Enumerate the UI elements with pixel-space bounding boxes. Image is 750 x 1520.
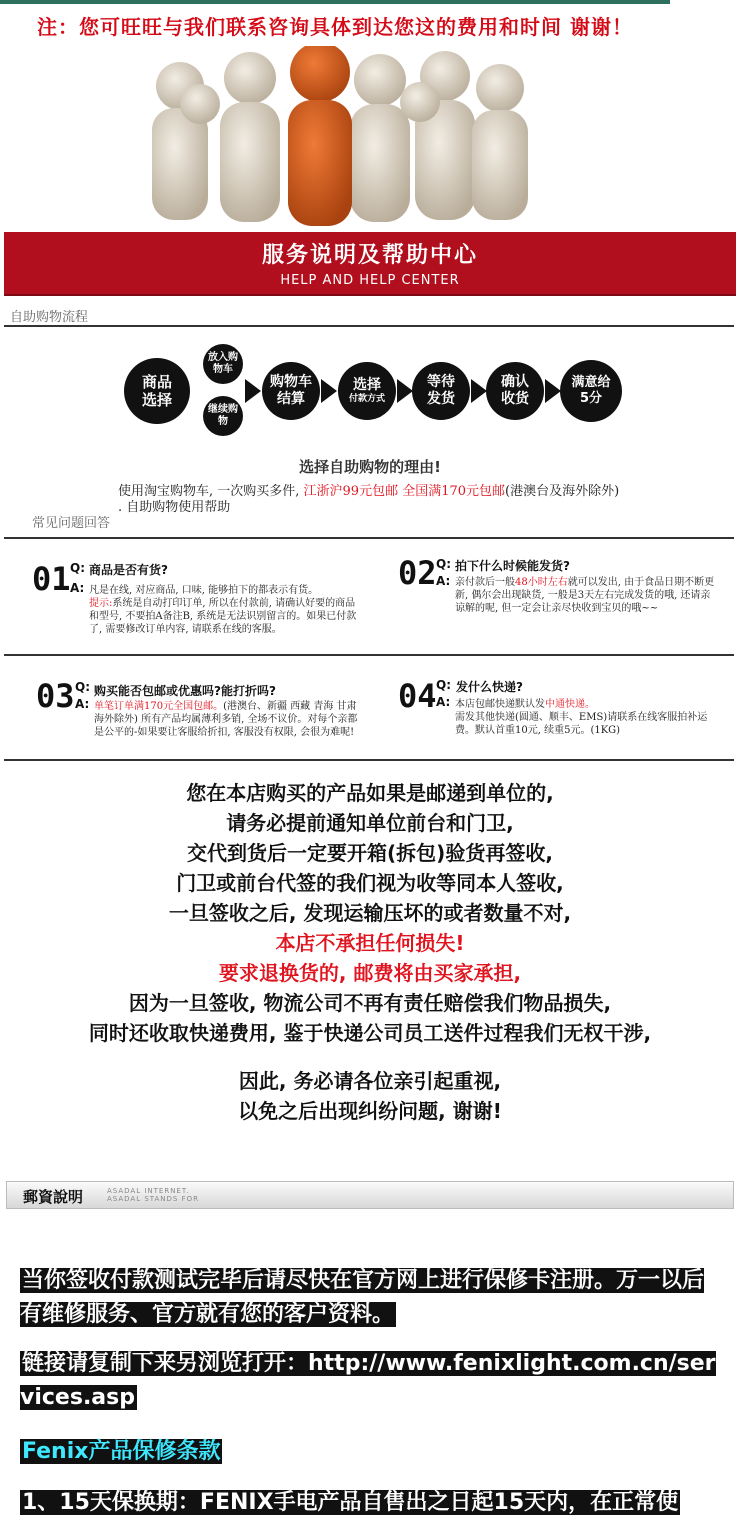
faq-divider [4,759,734,761]
faq-answer [455,698,721,737]
warranty-register-text [20,1264,720,1332]
self-service-help-link[interactable]: . 自助购物使用帮助 [118,500,231,515]
reason-free-shipping: 江浙沪99元包邮 全国满170元包邮 [303,484,506,499]
faq-answer-highlight: 单笔订单满170元全国包邮。 [94,701,224,712]
flow-step-confirm-label: 确认收货 [501,374,529,407]
faq-answer-detail: 就可以发出, 由于食品日期不断更新, 偶尔会出现缺货, 一般是3天左右完成发货的哦, 还请亲谅解的呢, 但一定会让亲尽快收到宝贝的哦~~ [455,577,715,614]
faq-answer-detail: 系统是自动打印订单, 所以在付款前, 请确认好要的商品和型号, 不要拍A备注B, 系统是无法识别留言的。如果已付款了, 需要修改订单内容, 请联系在线的客服。 [89,598,357,635]
faq-answer-highlight: 中通快递。 [545,699,595,710]
delivery-line: 一旦签收之后, 发现运输压坏的或者数量不对, [168,901,572,925]
faq-q-tag: Q: [70,561,85,575]
delivery-notice [0,778,740,1126]
contact-notice: 注：您可旺旺与我们联系咨询具体到达您这的费用和时间 谢谢！ [37,14,633,39]
faq-q-tag: Q: [436,678,451,692]
faq-number: 02 [398,554,437,592]
flow-step-payment [338,362,396,420]
warranty-register: 当你签收付款测试完毕后请尽快在官方网上进行保修卡注册。万一以后有维修服务、官方就有您的客户资料。 [20,1268,705,1327]
flow-arrow [545,379,561,403]
delivery-line: 请务必提前通知单位前台和门卫, [226,811,514,835]
faq-q-tag: Q: [436,557,451,571]
flow-step-select-label: 商品选择 [141,373,172,409]
delivery-line: 交代到货后一定要开箱(拆包)验货再签收, [187,841,553,865]
flow-arrow [321,379,337,403]
flow-arrow [471,379,487,403]
banner-subtitle: HELP AND HELP CENTER [280,273,460,288]
faq-a-tag: A: [70,581,85,595]
flow-arrow [245,379,261,403]
warranty-terms-title: Fenix产品保修条款 [22,1439,221,1464]
postage-sub-line: ASADAL INTERNET. [107,1187,190,1195]
delivery-warning: 本店不承担任何损失! [275,931,465,955]
flow-step-ship-label: 等待发货 [427,374,455,407]
faq-number: 04 [398,677,437,715]
shopping-flow-diagram [0,330,740,450]
delivery-line: 因为一旦签收, 物流公司不再有责任赔偿我们物品损失, [128,991,612,1015]
reason-title: 选择自助购物的理由! [299,458,441,476]
faq-q-tag: Q: [75,680,90,694]
faq-answer-detail: (港澳台、新疆 西藏 青海 甘肃 海外除外) 所有产品均属薄利多销, 全场不议价。对每个亲都是公平的-如果要让客服给折扣, 客服没有权限, 会很为难呢! [94,701,358,738]
postage-title: 郵資說明 [23,1188,84,1206]
flow-step-payment-label: 选择 [353,377,381,394]
flow-step-rate-label: 满意给 [571,375,611,391]
warranty-clause: 1、15天保换期：FENIX手电产品自售出之日起15天内，在正常使 [22,1490,679,1515]
faq-answer-line: 凡是在线, 对应商品, 口味, 能够拍下的都表示有货。 [89,585,319,596]
faq-question: 发什么快递? [456,680,523,694]
help-center-banner [4,232,736,296]
faq-answer-highlight: 48小时左右 [515,577,568,588]
delivery-line: 因此, 务必请各位亲引起重视, [238,1069,502,1093]
postage-header-bar [6,1181,734,1209]
delivery-line: 同时还收取快递费用, 鉴于快递公司员工送件过程我们无权干涉, [88,1021,652,1045]
reason-suffix: (港澳台及海外除外) [505,484,620,499]
team-illustration [0,46,670,232]
flow-step-rate [560,360,622,422]
flow-step-ship [412,362,470,420]
faq-answer [94,700,360,739]
reason-prefix: 使用淘宝购物车, 一次购买多件, [118,484,304,499]
faq-answer-detail: 需发其他快递(圆通、顺丰、EMS)请联系在线客服拍补运费。默认首重10元, 续重5元。(1KG) [455,712,708,736]
section-label-faq: 常见问题回答 [32,516,111,531]
flow-step-confirm [486,362,544,420]
delivery-warning: 要求退换货的, 邮费将由买家承担, [218,961,522,985]
warranty-link-text [20,1347,720,1415]
faq-answer [89,584,357,636]
flow-step-rate-sub: 5分 [579,391,603,406]
warranty-clause-wrap [20,1486,720,1520]
faq-number: 01 [32,560,71,598]
section-label-shopping-flow: 自助购物流程 [10,310,89,325]
faq-number: 03 [36,677,75,715]
faq-tip-label: 提示: [89,598,113,609]
postage-sub-line: ASADAL STANDS FOR [107,1195,199,1203]
flow-step-checkout [262,362,320,420]
warranty-link[interactable]: 链接请复制下来另浏览打开：http://www.fenixlight.com.cn/services.asp [20,1351,716,1410]
flow-continue-label: 继续购物 [208,404,238,427]
flow-step-checkout-label: 购物车结算 [270,374,312,407]
flow-step-select [124,358,190,424]
faq-answer [455,576,717,615]
faq-question: 拍下什么时候能发货? [455,559,570,573]
faq-a-tag: A: [436,574,451,588]
section-divider [4,537,734,539]
delivery-line: 门卫或前台代签的我们视为收等同本人签收, [176,871,564,895]
flow-add-cart [203,344,243,384]
faq-a-tag: A: [75,697,90,711]
faq-answer-line: 亲付款后一般 [455,577,515,588]
flow-step-payment-sub: 付款方式 [348,394,385,404]
banner-title: 服务说明及帮助中心 [261,243,478,268]
faq-question: 商品是否有货? [89,563,168,577]
flow-continue-shopping [203,396,243,436]
faq-answer-line: 本店包邮快递默认发 [455,699,545,710]
warranty-terms-title-wrap [20,1435,720,1469]
delivery-line: 以免之后出现纠纷问题, 谢谢! [238,1099,502,1123]
section-divider [4,325,734,327]
flow-arrow [397,379,413,403]
faq-divider [4,654,734,656]
postage-subtitle [107,1187,199,1203]
faq-question: 购买能否包邮或优惠吗?能打折吗? [94,684,276,698]
faq-a-tag: A: [436,695,451,709]
flow-add-cart-label: 放入购物车 [208,352,238,375]
delivery-line: 您在本店购买的产品如果是邮递到单位的, [186,781,554,805]
